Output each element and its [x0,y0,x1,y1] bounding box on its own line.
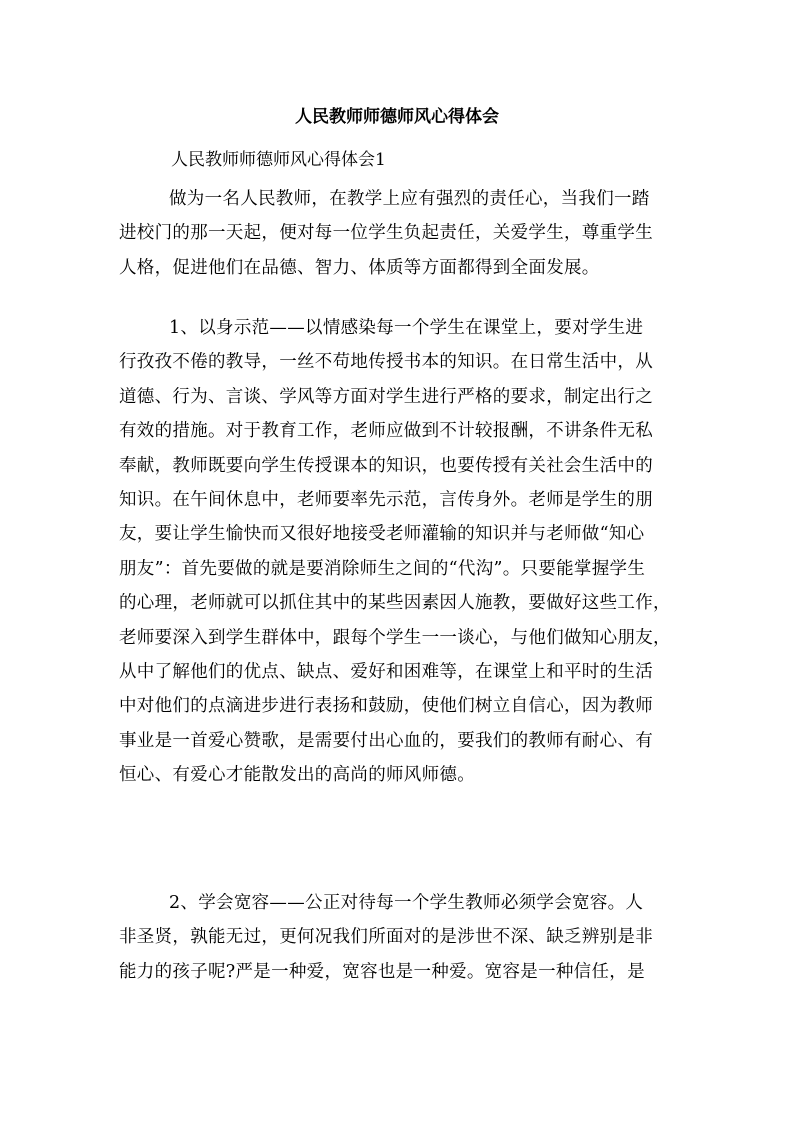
paragraph-line: 中对他们的点滴进步进行表扬和鼓励，使他们树立自信心，因为教师 [119,696,653,717]
paragraph-line: 事业是一首爱心赞歌，是需要付出心血的，要我们的教师有耐心、有 [119,730,653,751]
document-subtitle: 人民教师师德师风心得体会1 [171,150,386,170]
paragraph-line: 恒心、有爱心才能散发出的高尚的师风师德。 [119,765,475,786]
paragraph-line: 从中了解他们的优点、缺点、爱好和困难等，在课堂上和平时的生活 [119,662,653,683]
paragraph-line: 奉献，教师既要向学生传授课本的知识，也要传授有关社会生活中的 [119,455,653,476]
paragraph-line: 做为一名人民教师，在教学上应有强烈的责任心，当我们一踏 [169,189,650,209]
paragraph-line: 进校门的那一天起，便对每一位学生负起责任，关爱学生，尊重学生 [119,223,653,244]
paragraph-line: 行孜孜不倦的教导，一丝不苟地传授书本的知识。在日常生活中，从 [119,352,653,373]
paragraph-line: 友，要让学生愉快而又很好地接受老师灌输的知识并与老师做“知心 [119,524,645,545]
paragraph-line: 非圣贤，孰能无过，更何况我们所面对的是涉世不深、缺乏辨别是非 [119,927,653,948]
paragraph-line: 能力的孩子呢?严是一种爱，宽容也是一种爱。宽容是一种信任，是 [119,961,645,982]
paragraph-line: 人格，促进他们在品德、智力、体质等方面都得到全面发展。 [119,257,600,278]
paragraph-line: 1、以身示范——以情感染每一个学生在课堂上，要对学生进 [169,318,644,338]
paragraph-intro [119,182,675,285]
paragraph-line: 知识。在午间休息中，老师要率先示范，言传身外。老师是学生的朋 [119,490,653,511]
paragraph-section-2 [119,886,675,989]
paragraph-line: 的心理，老师就可以抓住其中的某些因素因人施教，要做好这些工作， [119,593,671,614]
paragraph-line: 朋友”：首先要做的就是要消除师生之间的“代沟”。只要能掌握学生 [119,558,646,579]
paragraph-line: 2、学会宽容——公正对待每一个学生教师必须学会宽容。人 [169,893,644,913]
paragraph-line: 道德、行为、言谈、学风等方面对学生进行严格的要求，制定出行之 [119,386,653,407]
paragraph-section-1 [119,311,675,793]
document-title: 人民教师师德师风心得体会 [295,107,499,127]
paragraph-line: 老师要深入到学生群体中，跟每个学生一一谈心，与他们做知心朋友， [119,627,671,648]
paragraph-line: 有效的措施。对于教育工作，老师应做到不计较报酬，不讲条件无私 [119,421,653,442]
